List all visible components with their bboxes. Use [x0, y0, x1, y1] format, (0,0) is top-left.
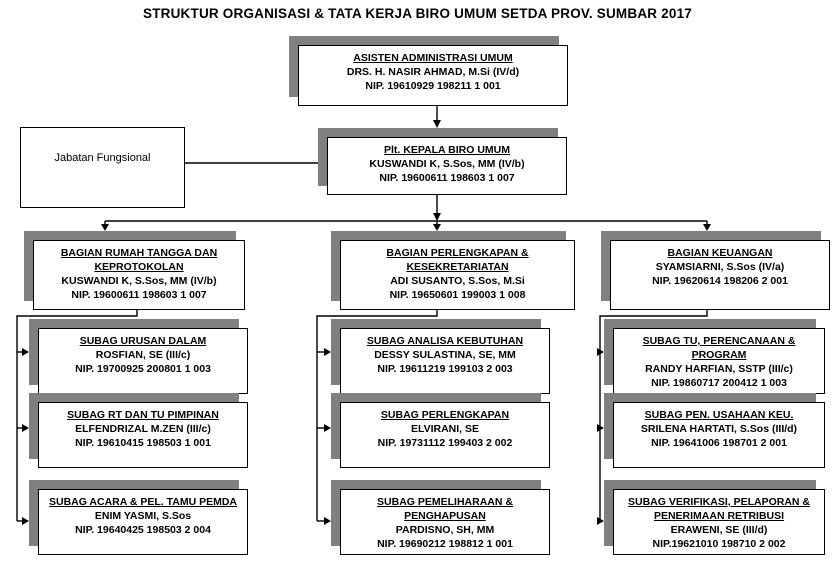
position-title: SUBAG ANALISA KEBUTUHAN: [366, 335, 524, 347]
org-box-subag-tu-perencanaan: [613, 328, 825, 394]
person-name: ADI SUSANTO, S.Sos, M.Si: [390, 275, 525, 287]
org-box-bagian-rumah-tangga: [33, 240, 245, 310]
position-title: BAGIAN KEUANGAN: [667, 247, 773, 259]
position-title: ASISTEN ADMINISTRASI UMUM: [353, 52, 513, 64]
person-nip: NIP. 19600611 198603 1 007: [71, 289, 207, 301]
person-name: DESSY SULASTINA, SE, MM: [374, 349, 516, 361]
org-box-subag-analisa-kebutuhan: [340, 328, 550, 394]
person-name: KUSWANDI K, S.Sos, MM (IV/b): [369, 158, 525, 170]
person-nip: NIP. 19690212 198812 1 001: [377, 538, 513, 550]
org-box-asisten: [298, 45, 568, 106]
position-title: SUBAG RT DAN TU PIMPINAN: [67, 409, 219, 421]
person-name: DRS. H. NASIR AHMAD, M.Si (IV/d): [346, 66, 520, 78]
position-title: SUBAG URUSAN DALAM: [79, 335, 207, 347]
person-nip: NIP. 19600611 198603 1 007: [379, 172, 515, 184]
person-nip: NIP. 19860717 200412 1 003: [651, 377, 787, 389]
person-name: ELFENDRIZAL M.ZEN (III/c): [75, 423, 211, 435]
person-name: SRILENA HARTATI, S.Sos (III/d): [640, 423, 798, 435]
person-name: ELVIRANI, SE: [410, 423, 480, 435]
person-name: ERAWENI, SE (III/d): [670, 524, 768, 536]
person-name: KUSWANDI K, S.Sos, MM (IV/b): [61, 275, 217, 287]
person-nip: NIP. 19610415 198503 1 001: [75, 437, 211, 449]
org-box-subag-urusan-dalam: [38, 328, 248, 394]
org-box-subag-acara-tamu-pemda: [38, 489, 248, 555]
person-name: RANDY HARFIAN, SSTP (III/c): [645, 363, 793, 375]
position-title: SUBAG ACARA & PEL. TAMU PEMDA: [48, 496, 238, 508]
org-box-subag-pemeliharaan: [340, 489, 550, 555]
person-nip: NIP. 19700925 200801 1 003: [75, 363, 211, 375]
jabatan-fungsional-box: [20, 127, 185, 208]
person-nip: NIP. 19731112 199403 2 002: [377, 437, 513, 449]
person-name: SYAMSIARNI, S.Sos (IV/a): [655, 261, 785, 273]
org-box-subag-rt-tu-pimpinan: [38, 402, 248, 468]
person-name: ROSFIAN, SE (III/c): [95, 349, 191, 361]
org-box-kepala-biro: [327, 137, 567, 195]
jabatan-fungsional-label: Jabatan Fungsional: [54, 152, 151, 164]
position-title: SUBAG VERIFIKASI, PELAPORAN & PENERIMAAN RETRIBUSI: [627, 496, 811, 522]
position-title: BAGIAN RUMAH TANGGA DAN KEPROTOKOLAN: [60, 247, 218, 273]
person-name: PARDISNO, SH, MM: [395, 524, 495, 536]
person-nip: NIP. 19641006 198701 2 001: [651, 437, 787, 449]
position-title: SUBAG PEMELIHARAAN & PENGHAPUSAN: [377, 496, 513, 522]
position-title: Plt. KEPALA BIRO UMUM: [384, 144, 510, 156]
org-box-bagian-keuangan: [610, 240, 830, 310]
position-title: SUBAG TU, PERENCANAAN & PROGRAM: [642, 335, 796, 361]
page-title: STRUKTUR ORGANISASI & TATA KERJA BIRO UMUM SETDA PROV. SUMBAR 2017: [143, 6, 692, 21]
org-box-bagian-perlengkapan: [340, 240, 575, 310]
org-box-subag-perlengkapan: [340, 402, 550, 468]
position-title: SUBAG PEN. USAHAAN KEU.: [644, 409, 794, 421]
person-name: ENIM YASMI, S.Sos: [94, 510, 192, 522]
person-nip: NIP. 19611219 199103 2 003: [377, 363, 513, 375]
person-nip: NIP.19621010 198710 2 002: [652, 538, 786, 550]
person-nip: NIP. 19650601 199003 1 008: [389, 289, 526, 301]
person-nip: NIP. 19640425 198503 2 004: [75, 524, 211, 536]
org-box-subag-pen-usahaan-keu: [613, 402, 825, 468]
person-nip: NIP. 19620614 198206 2 001: [652, 275, 788, 287]
position-title: BAGIAN PERLENGKAPAN & KESEKRETARIATAN: [386, 247, 529, 273]
position-title: SUBAG PERLENGKAPAN: [380, 409, 510, 421]
person-nip: NIP. 19610929 198211 1 001: [365, 80, 501, 92]
org-box-subag-verifikasi-pelaporan: [613, 489, 825, 555]
